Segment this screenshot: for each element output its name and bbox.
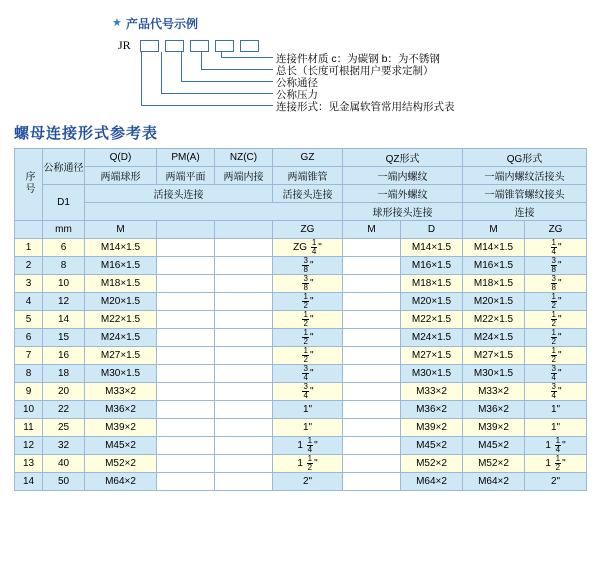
row-pm xyxy=(157,347,215,365)
row-nz xyxy=(215,311,273,329)
row-qz-m xyxy=(343,473,401,491)
table-body xyxy=(15,239,587,491)
legend-label-3: 公称通径 xyxy=(276,77,318,89)
row-seq: 1 xyxy=(15,239,43,257)
row-qz-d: M33×2 xyxy=(401,383,463,401)
th-unit-seq xyxy=(15,221,43,239)
th-qz-join: 一端外螺纹 xyxy=(343,185,463,203)
row-qg-m: M16×1.5 xyxy=(463,257,525,275)
row-qz-d: M24×1.5 xyxy=(401,329,463,347)
th-qz: QZ形式 xyxy=(343,149,463,167)
table-row xyxy=(15,419,587,437)
row-qz-d: M64×2 xyxy=(401,473,463,491)
row-seq: 6 xyxy=(15,329,43,347)
row-q: M52×2 xyxy=(85,455,157,473)
row-q: M18×1.5 xyxy=(85,275,157,293)
leader-line xyxy=(221,57,273,58)
row-qz-m xyxy=(343,293,401,311)
nut-connection-table xyxy=(14,148,587,491)
row-pm xyxy=(157,365,215,383)
row-pm xyxy=(157,437,215,455)
table-row xyxy=(15,257,587,275)
table-row xyxy=(15,347,587,365)
row-dn: 40 xyxy=(43,455,85,473)
table-row xyxy=(15,383,587,401)
row-qg-zg: $\frac{1}{2}$ " xyxy=(525,293,587,311)
row-qz-d: M27×1.5 xyxy=(401,347,463,365)
row-gz: 1 $\frac{1}{2}$ " xyxy=(273,455,343,473)
th-dn: 公称通径 xyxy=(43,149,85,185)
row-qz-m xyxy=(343,365,401,383)
row-gz: 1" xyxy=(273,419,343,437)
row-nz xyxy=(215,347,273,365)
row-seq: 13 xyxy=(15,455,43,473)
legend-label-1: 连接件材质 c：为碳钢 b：为不锈钢 xyxy=(276,53,440,65)
row-nz xyxy=(215,257,273,275)
row-seq: 7 xyxy=(15,347,43,365)
row-nz xyxy=(215,473,273,491)
row-pm xyxy=(157,383,215,401)
row-qz-d: M16×1.5 xyxy=(401,257,463,275)
row-dn: 50 xyxy=(43,473,85,491)
leader-line xyxy=(201,52,202,69)
th-ball-join-2: 球形接头连接 xyxy=(343,203,463,221)
th-unit-mm: mm xyxy=(43,221,85,239)
row-dn: 6 xyxy=(43,239,85,257)
row-q: M27×1.5 xyxy=(85,347,157,365)
row-pm xyxy=(157,473,215,491)
row-q: M16×1.5 xyxy=(85,257,157,275)
row-qg-zg: $\frac{1}{2}$ " xyxy=(525,311,587,329)
row-q: M39×2 xyxy=(85,419,157,437)
row-qg-zg: $\frac{3}{4}$ " xyxy=(525,383,587,401)
row-qg-m: M22×1.5 xyxy=(463,311,525,329)
row-qg-zg: $\frac{3}{4}$ " xyxy=(525,365,587,383)
th-unit-zg-qg: ZG xyxy=(525,221,587,239)
row-qg-zg: $\frac{1}{4}$ " xyxy=(525,239,587,257)
row-nz xyxy=(215,293,273,311)
row-qz-d: M22×1.5 xyxy=(401,311,463,329)
row-q: M20×1.5 xyxy=(85,293,157,311)
row-qg-zg: 2" xyxy=(525,473,587,491)
row-dn: 15 xyxy=(43,329,85,347)
row-seq: 11 xyxy=(15,419,43,437)
row-dn: 32 xyxy=(43,437,85,455)
row-seq: 14 xyxy=(15,473,43,491)
row-pm xyxy=(157,239,215,257)
legend-label-4: 公称压力 xyxy=(276,89,318,101)
row-dn: 12 xyxy=(43,293,85,311)
row-pm xyxy=(157,275,215,293)
row-q: M33×2 xyxy=(85,383,157,401)
row-pm xyxy=(157,419,215,437)
row-gz: 1 $\frac{1}{4}$ " xyxy=(273,437,343,455)
row-qz-d: M18×1.5 xyxy=(401,275,463,293)
leader-line xyxy=(141,52,142,105)
table-row xyxy=(15,365,587,383)
th-unit-zg-gz: ZG xyxy=(273,221,343,239)
th-pm: PM(A) xyxy=(157,149,215,167)
row-qg-m: M39×2 xyxy=(463,419,525,437)
row-qg-m: M20×1.5 xyxy=(463,293,525,311)
row-gz: $\frac{3}{4}$ " xyxy=(273,365,343,383)
row-gz: $\frac{3}{4}$ " xyxy=(273,383,343,401)
row-dn: 25 xyxy=(43,419,85,437)
row-nz xyxy=(215,365,273,383)
row-qg-zg: $\frac{1}{2}$ " xyxy=(525,329,587,347)
row-pm xyxy=(157,257,215,275)
row-seq: 2 xyxy=(15,257,43,275)
row-dn: 10 xyxy=(43,275,85,293)
th-nz-sub: 两端内接 xyxy=(215,167,273,185)
row-qz-m xyxy=(343,347,401,365)
row-qz-d: M14×1.5 xyxy=(401,239,463,257)
row-qg-m: M52×2 xyxy=(463,455,525,473)
table-row xyxy=(15,401,587,419)
row-gz: $\frac{1}{2}$ " xyxy=(273,329,343,347)
row-qz-d: M20×1.5 xyxy=(401,293,463,311)
row-qg-m: M33×2 xyxy=(463,383,525,401)
page-title: 螺母连接形式参考表 xyxy=(14,125,159,142)
table-row xyxy=(15,329,587,347)
leader-line xyxy=(141,105,273,106)
th-unit-m-qg: M xyxy=(463,221,525,239)
row-q: M24×1.5 xyxy=(85,329,157,347)
legend-label-2: 总长（长度可根据用户要求定制） xyxy=(276,65,434,77)
row-qz-m xyxy=(343,275,401,293)
row-seq: 12 xyxy=(15,437,43,455)
row-qg-m: M30×1.5 xyxy=(463,365,525,383)
star-icon: ★ xyxy=(112,17,122,29)
table-row xyxy=(15,239,587,257)
row-q: M30×1.5 xyxy=(85,365,157,383)
row-nz xyxy=(215,329,273,347)
leader-line xyxy=(161,93,273,94)
product-code-legend xyxy=(0,0,600,118)
th-unit-nz xyxy=(215,221,273,239)
th-d1: D1 xyxy=(43,185,85,221)
code-prefix: JR xyxy=(118,38,131,52)
row-gz: 1" xyxy=(273,401,343,419)
row-qg-m: M27×1.5 xyxy=(463,347,525,365)
row-seq: 9 xyxy=(15,383,43,401)
row-qz-d: M36×2 xyxy=(401,401,463,419)
row-qz-m xyxy=(343,419,401,437)
row-q: M14×1.5 xyxy=(85,239,157,257)
th-unit-pm xyxy=(157,221,215,239)
row-nz xyxy=(215,239,273,257)
leader-line xyxy=(201,69,273,70)
row-qz-d: M39×2 xyxy=(401,419,463,437)
th-gz-join: 活接头连接 xyxy=(273,185,343,203)
row-nz xyxy=(215,383,273,401)
row-pm xyxy=(157,293,215,311)
th-pm-sub: 两端平面 xyxy=(157,167,215,185)
th-ball-join xyxy=(85,203,343,221)
code-box-5 xyxy=(240,40,259,52)
row-gz: 2" xyxy=(273,473,343,491)
row-qg-zg: $\frac{3}{8}$ " xyxy=(525,257,587,275)
row-gz: ZG $\frac{1}{4}$ " xyxy=(273,239,343,257)
row-seq: 3 xyxy=(15,275,43,293)
row-qg-m: M36×2 xyxy=(463,401,525,419)
table-row xyxy=(15,293,587,311)
row-qz-m xyxy=(343,329,401,347)
row-dn: 16 xyxy=(43,347,85,365)
row-pm xyxy=(157,401,215,419)
row-qz-d: M52×2 xyxy=(401,455,463,473)
row-seq: 8 xyxy=(15,365,43,383)
th-unit-d-qz: D xyxy=(401,221,463,239)
table-row xyxy=(15,455,587,473)
row-qg-m: M64×2 xyxy=(463,473,525,491)
row-qg-zg: $\frac{3}{8}$ " xyxy=(525,275,587,293)
row-q: M36×2 xyxy=(85,401,157,419)
table-row xyxy=(15,275,587,293)
code-box-3 xyxy=(190,40,209,52)
th-seq: 序号 xyxy=(15,149,43,221)
th-q-sub: 两端球形 xyxy=(85,167,157,185)
th-nz: NZ(C) xyxy=(215,149,273,167)
leader-line xyxy=(181,52,182,81)
row-dn: 22 xyxy=(43,401,85,419)
row-gz: $\frac{3}{8}$ " xyxy=(273,257,343,275)
row-qg-m: M45×2 xyxy=(463,437,525,455)
row-qz-m xyxy=(343,437,401,455)
row-seq: 4 xyxy=(15,293,43,311)
code-box-2 xyxy=(165,40,184,52)
row-qz-m xyxy=(343,401,401,419)
row-qg-m: M18×1.5 xyxy=(463,275,525,293)
row-pm xyxy=(157,455,215,473)
row-gz: $\frac{1}{2}$ " xyxy=(273,311,343,329)
row-qg-m: M14×1.5 xyxy=(463,239,525,257)
row-seq: 10 xyxy=(15,401,43,419)
row-qg-zg: 1 $\frac{1}{4}$ " xyxy=(525,437,587,455)
th-join: 连接 xyxy=(463,203,587,221)
leader-line xyxy=(181,81,273,82)
row-gz: $\frac{1}{2}$ " xyxy=(273,347,343,365)
row-dn: 14 xyxy=(43,311,85,329)
row-q: M64×2 xyxy=(85,473,157,491)
row-qz-d: M30×1.5 xyxy=(401,365,463,383)
legend-title: 产品代号示例 xyxy=(126,17,199,31)
row-dn: 18 xyxy=(43,365,85,383)
row-nz xyxy=(215,455,273,473)
row-q: M45×2 xyxy=(85,437,157,455)
row-qz-m xyxy=(343,383,401,401)
th-qpm-join: 活接头连接 xyxy=(85,185,273,203)
row-pm xyxy=(157,311,215,329)
th-unit-m-q: M xyxy=(85,221,157,239)
th-unit-m-qz: M xyxy=(343,221,401,239)
code-box-4 xyxy=(215,40,234,52)
row-dn: 20 xyxy=(43,383,85,401)
row-pm xyxy=(157,329,215,347)
row-gz: $\frac{3}{8}$ " xyxy=(273,275,343,293)
leader-line xyxy=(161,52,162,93)
row-nz xyxy=(215,419,273,437)
table-row xyxy=(15,437,587,455)
row-nz xyxy=(215,437,273,455)
table-row xyxy=(15,473,587,491)
th-gz: GZ xyxy=(273,149,343,167)
th-q: Q(D) xyxy=(85,149,157,167)
table-row xyxy=(15,311,587,329)
th-qz-sub: 一端内螺纹 xyxy=(343,167,463,185)
row-gz: $\frac{1}{2}$ " xyxy=(273,293,343,311)
row-qz-m xyxy=(343,257,401,275)
row-seq: 5 xyxy=(15,311,43,329)
th-gz-sub: 两端锥管 xyxy=(273,167,343,185)
row-qz-d: M45×2 xyxy=(401,437,463,455)
row-qg-m: M24×1.5 xyxy=(463,329,525,347)
row-nz xyxy=(215,275,273,293)
row-qg-zg: 1" xyxy=(525,419,587,437)
row-qz-m xyxy=(343,311,401,329)
row-qz-m xyxy=(343,239,401,257)
row-qz-m xyxy=(343,455,401,473)
th-qg-sub: 一端内螺纹活接头 xyxy=(463,167,587,185)
row-qg-zg: 1 $\frac{1}{2}$ " xyxy=(525,455,587,473)
row-nz xyxy=(215,401,273,419)
row-dn: 8 xyxy=(43,257,85,275)
th-qg: QG形式 xyxy=(463,149,587,167)
row-qg-zg: 1" xyxy=(525,401,587,419)
row-q: M22×1.5 xyxy=(85,311,157,329)
row-qg-zg: $\frac{1}{2}$ " xyxy=(525,347,587,365)
code-box-1 xyxy=(140,40,159,52)
th-qg-join: 一端锥管螺纹接头 xyxy=(463,185,587,203)
legend-label-5: 连接形式：见金属软管常用结构形式表 xyxy=(276,101,455,113)
